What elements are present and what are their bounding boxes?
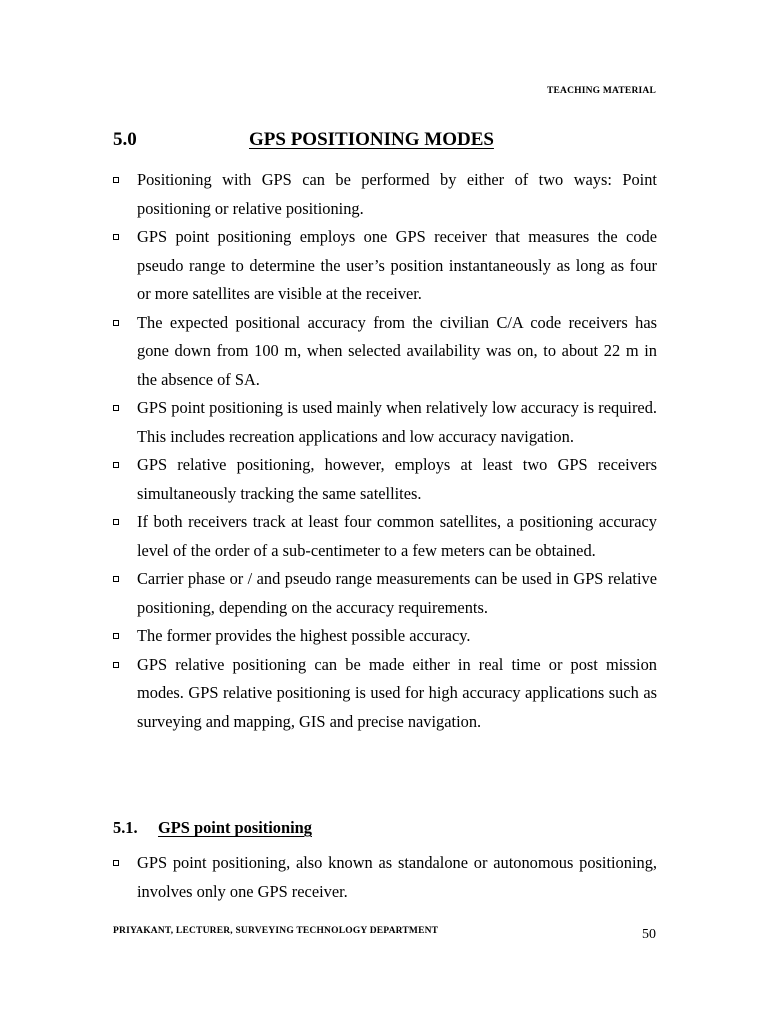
list-item <box>113 451 657 508</box>
list-item-text: GPS relative positioning can be made either in real time or post mission modes. GPS relative positioning is used for high accuracy applications such as surveying and mapping, GIS and precise navigation. <box>137 654 657 731</box>
square-bullet-icon <box>113 519 119 525</box>
list-item <box>113 622 657 651</box>
subsection-number: 5.1. <box>113 818 138 837</box>
list-item-text: GPS relative positioning, however, employs at least two GPS receivers simultaneously tracking the same satellites. <box>137 455 657 503</box>
section-bullet-list <box>113 166 657 736</box>
subsection-bullet-list <box>113 849 657 906</box>
section-title: GPS POSITIONING MODES <box>249 129 494 150</box>
list-item-text: GPS point positioning employs one GPS receiver that measures the code pseudo range to determine the user’s position instantaneously as long as four or more satellites are visible at the receiver. <box>137 227 657 303</box>
list-item <box>113 394 657 451</box>
list-item <box>113 565 657 622</box>
section-heading <box>113 129 658 153</box>
list-item <box>113 849 657 906</box>
footer-author: PRIYAKANT, LECTURER, SURVEYING TECHNOLOGY DEPARTMENT <box>113 926 439 936</box>
list-item-text: The expected positional accuracy from the civilian C/A code receivers has gone down from 100 m, when selected availability was on, to about 22 m in the absence of SA. <box>137 312 657 389</box>
square-bullet-icon <box>113 462 119 468</box>
square-bullet-icon <box>113 662 119 668</box>
list-item <box>113 651 657 737</box>
square-bullet-icon <box>113 405 119 411</box>
subsection-title: GPS point positioning <box>158 818 312 837</box>
square-bullet-icon <box>113 177 119 183</box>
page-number: 50 <box>642 927 656 942</box>
section-number: 5.0 <box>113 129 137 150</box>
square-bullet-icon <box>113 860 119 866</box>
square-bullet-icon <box>113 633 119 639</box>
square-bullet-icon <box>113 234 119 240</box>
list-item-text: GPS point positioning is used mainly when relatively low accuracy is required. This includes recreation applications and low accuracy navigation. <box>137 398 657 446</box>
list-item-text: If both receivers track at least four common satellites, a positioning accuracy level of the order of a sub-centimeter to a few meters can be obtained. <box>137 512 657 560</box>
list-item-text: Carrier phase or / and pseudo range measurements can be used in GPS relative positioning, depending on the accuracy requirements. <box>137 569 657 617</box>
list-item <box>113 508 657 565</box>
square-bullet-icon <box>113 576 119 582</box>
running-header: TEACHING MATERIAL <box>546 86 656 96</box>
list-item <box>113 166 657 223</box>
list-item-text: GPS point positioning, also known as standalone or autonomous positioning, involves only one GPS receiver. <box>137 853 657 901</box>
list-item-text: The former provides the highest possible accuracy. <box>137 626 471 645</box>
list-item-text: Positioning with GPS can be performed by either of two ways: Point positioning or relative positioning. <box>137 170 657 218</box>
list-item <box>113 223 657 309</box>
square-bullet-icon <box>113 320 119 326</box>
list-item <box>113 309 657 395</box>
